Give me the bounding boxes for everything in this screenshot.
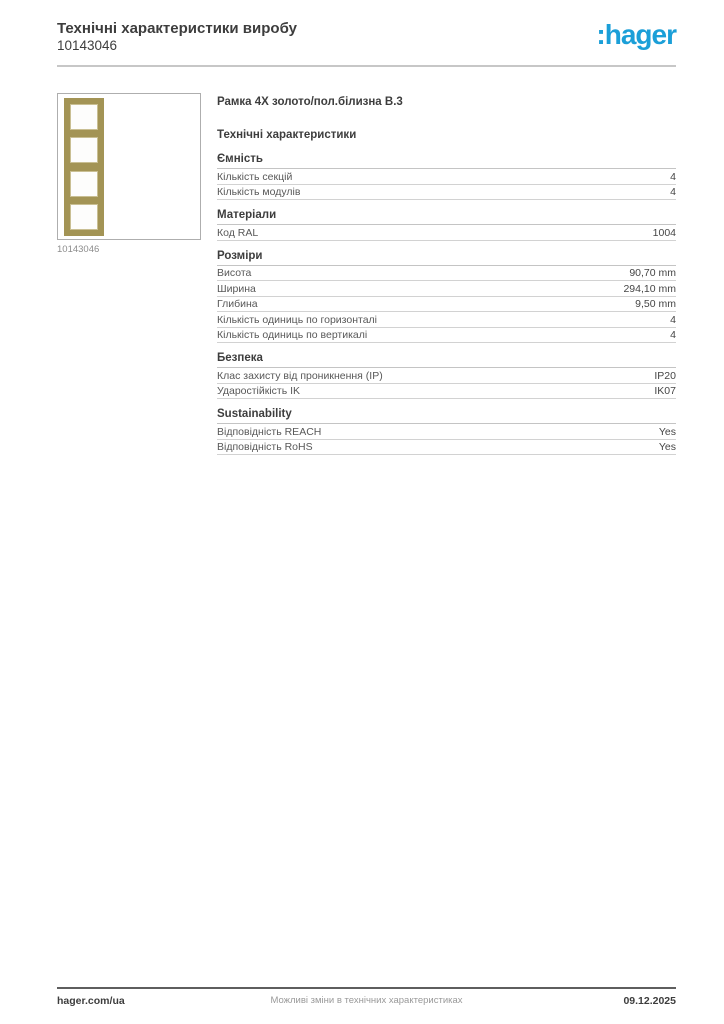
spec-row bbox=[217, 312, 676, 328]
row-value: 1004 bbox=[652, 226, 676, 239]
page-title: Технічні характеристики виробу bbox=[57, 20, 297, 37]
frame-window bbox=[70, 104, 98, 130]
row-label: Кількість секцій bbox=[217, 170, 293, 183]
row-value: Yes bbox=[658, 425, 676, 438]
row-label: Відповідність RoHS bbox=[217, 441, 313, 453]
frame-window bbox=[70, 137, 98, 163]
spec-section bbox=[217, 408, 676, 455]
hager-logo: :hager bbox=[596, 19, 676, 50]
spec-section bbox=[217, 250, 676, 344]
spec-row bbox=[217, 424, 676, 440]
row-value: 294,10 mm bbox=[623, 282, 676, 295]
row-label: Кількість одиниць по вертикалі bbox=[217, 329, 368, 341]
spec-column bbox=[217, 96, 676, 455]
section-title: Sustainability bbox=[217, 408, 676, 424]
header-divider bbox=[57, 65, 676, 67]
spec-row bbox=[217, 328, 676, 344]
row-value: 9,50 mm bbox=[635, 298, 676, 310]
spec-row bbox=[217, 169, 676, 185]
row-label: Код RAL bbox=[217, 226, 259, 239]
product-image-panel bbox=[57, 93, 201, 240]
footer-website: hager.com/ua bbox=[57, 995, 125, 1007]
spec-section bbox=[217, 153, 676, 200]
row-value: IP20 bbox=[654, 369, 676, 382]
footer-date: 09.12.2025 bbox=[623, 995, 676, 1007]
footer bbox=[57, 995, 676, 1007]
row-label: Клас захисту від проникнення (IP) bbox=[217, 369, 383, 382]
row-value: 4 bbox=[670, 313, 676, 326]
spec-row bbox=[217, 281, 676, 297]
section-title: Ємність bbox=[217, 153, 676, 169]
spec-row bbox=[217, 368, 676, 384]
row-value: 4 bbox=[670, 170, 676, 183]
frame-window bbox=[70, 204, 98, 230]
spec-sections bbox=[217, 153, 676, 455]
spec-row bbox=[217, 384, 676, 400]
row-label: Відповідність REACH bbox=[217, 425, 322, 438]
section-title: Безпека bbox=[217, 352, 676, 368]
spec-row bbox=[217, 185, 676, 201]
row-label: Глибина bbox=[217, 298, 258, 310]
row-label: Висота bbox=[217, 267, 252, 279]
section-title: Матеріали bbox=[217, 209, 676, 225]
row-value: 90,70 mm bbox=[629, 267, 676, 279]
spec-section bbox=[217, 209, 676, 241]
product-name: Рамка 4X золото/пол.білизна B.3 bbox=[217, 96, 403, 108]
row-value: Yes bbox=[658, 441, 676, 453]
header bbox=[57, 20, 676, 53]
row-value: IK07 bbox=[654, 385, 676, 397]
spec-row bbox=[217, 225, 676, 241]
row-label: Ударостійкість IK bbox=[217, 385, 301, 397]
row-label: Ширина bbox=[217, 282, 256, 295]
header-product-id: 10143046 bbox=[57, 38, 118, 53]
spec-section bbox=[217, 352, 676, 399]
row-label: Кількість модулів bbox=[217, 186, 301, 198]
section-title: Розміри bbox=[217, 250, 676, 266]
frame-window bbox=[70, 171, 98, 197]
spec-row bbox=[217, 266, 676, 282]
product-image-caption: 10143046 bbox=[57, 244, 100, 255]
footer-disclaimer: Можливі зміни в технічних характеристиках bbox=[270, 995, 463, 1006]
spec-row bbox=[217, 297, 676, 313]
spec-heading: Технічні характеристики bbox=[217, 129, 357, 141]
row-value: 4 bbox=[670, 329, 676, 341]
product-frame-image bbox=[64, 98, 104, 236]
row-value: 4 bbox=[670, 186, 676, 198]
row-label: Кількість одиниць по горизонталі bbox=[217, 313, 377, 326]
footer-divider bbox=[57, 987, 676, 989]
spec-row bbox=[217, 440, 676, 456]
